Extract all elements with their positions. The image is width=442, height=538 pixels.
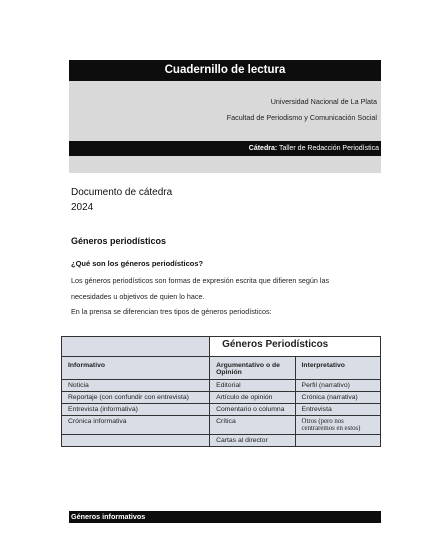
table-cell: Reportaje (con confundir con entrevista) [62,392,210,404]
table-cell [62,337,210,357]
column-header: Interpretativo [295,357,380,380]
paragraph-line: Los géneros periodísticos son formas de expresión escrita que difieren según las [71,276,330,285]
header-divider-strip [69,156,381,173]
table-cell: Comentario o columna [210,404,295,416]
table-cell: Crónica informativa [62,416,210,435]
section-question: ¿Qué son los géneros periodísticos? [71,259,204,268]
genres-table [61,336,381,464]
table-cell [295,435,380,447]
table-cell: Otros (pero nos centraremos en estos) [295,416,380,435]
next-section-heading: Géneros informativos [71,512,146,521]
table-cell: Noticia [62,380,210,392]
document-title: Cuadernillo de lectura [164,64,286,76]
section-heading: Géneros periodísticos [71,236,167,246]
table-cell: Entrevista [295,404,380,416]
faculty-name: Facultad de Periodismo y Comunicación Social [226,113,377,122]
column-header: Informativo [62,357,210,380]
table-title-row [62,337,381,357]
document-year: 2024 [71,202,94,213]
table-cell: Crónica (narrativa) [295,392,380,404]
table-cell: Entrevista (informativa) [62,404,210,416]
column-header: Argumentativo o de Opinión [210,357,295,380]
table-row [62,404,381,416]
catedra-value: Taller de Redacción Periodística [279,145,379,152]
table-cell: Cartas al director [210,435,295,447]
university-name: Universidad Nacional de La Plata [270,97,377,106]
table-cell: Artículo de opinión [210,392,295,404]
paragraph-line: En la prensa se diferencian tres tipos de géneros periodísticos: [71,307,272,316]
institution-band [69,81,381,141]
table-cell: Perfil (narrativo) [295,380,380,392]
document-type-label: Documento de cátedra [71,187,173,198]
table-cell: Crítica [210,416,295,435]
table-header-row [62,357,381,380]
table-cell: Editorial [210,380,295,392]
next-section-bar [69,511,381,523]
title-bar [69,60,381,81]
table-title: Géneros Periodísticos [210,337,381,357]
catedra-label: Cátedra: [248,145,278,152]
table-row [62,380,381,392]
table-row [62,416,381,435]
table-cell [62,435,210,447]
paragraph-line: necesidades u objetivos de quien lo hace. [71,292,205,301]
table-row [62,392,381,404]
catedra-bar [69,141,381,156]
table-row [62,435,381,447]
